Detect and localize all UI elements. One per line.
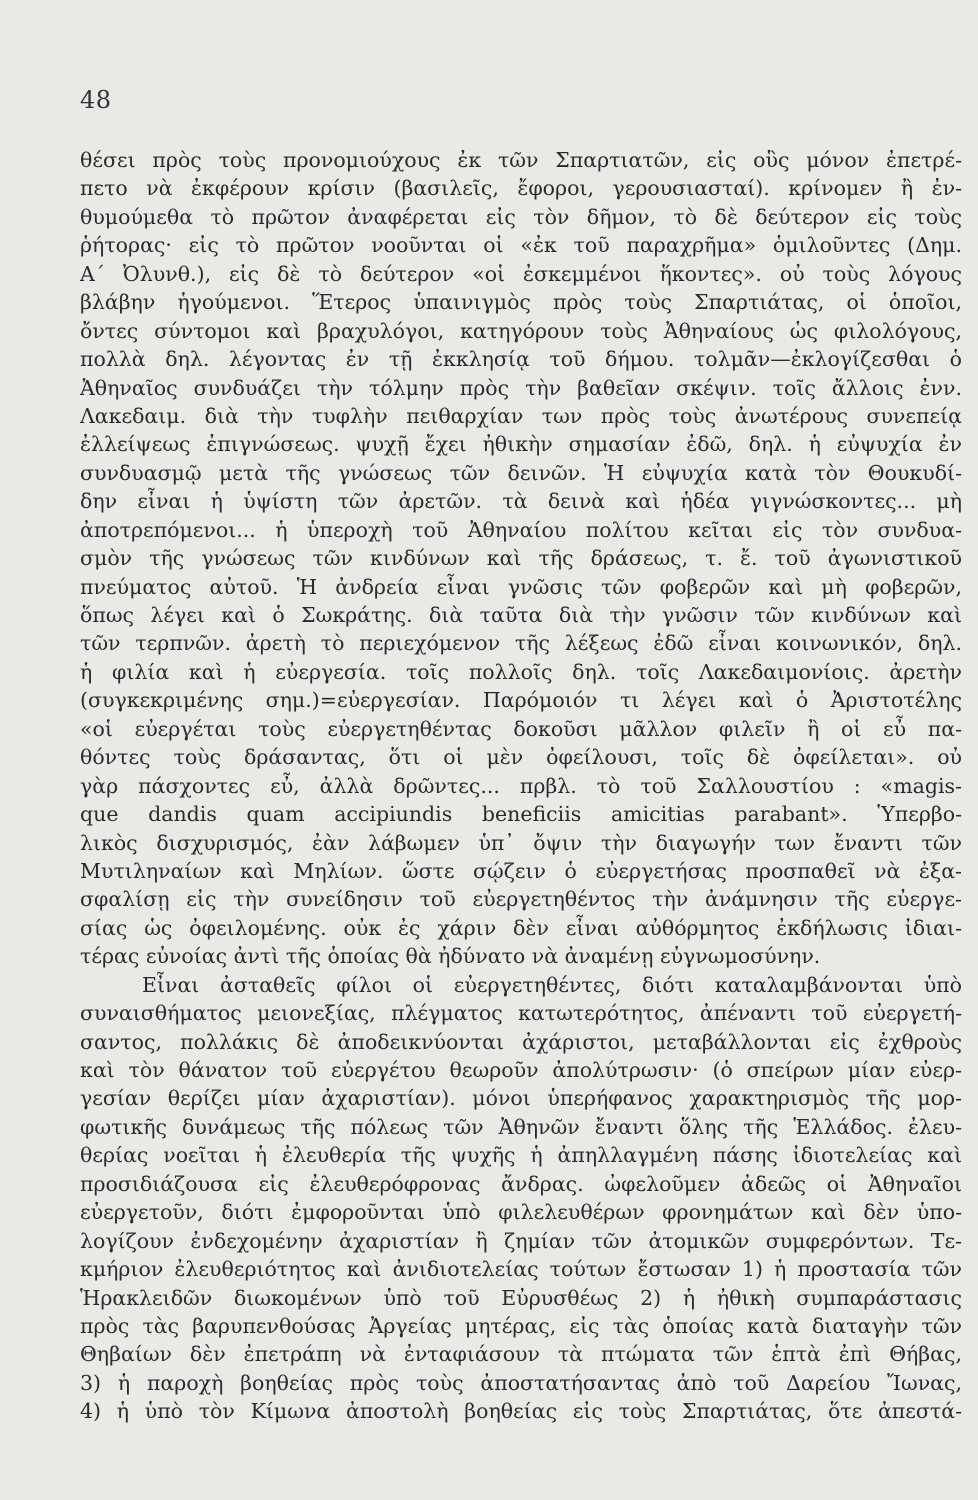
text-line: πετο νὰ ἐκφέρουν κρίσιν (βασιλεῖς, ἔφοροι, γερουσιασταί). κρίνομεν ἢ ἐν- [80,176,962,201]
text-line: Θηβαίων δὲν ἐπετράπη νὰ ἐνταφιάσουν τὰ πτώματα τῶν ἑπτὰ ἐπὶ Θήβας, [80,1342,962,1367]
text-line: εὐεργετοῦν, διότι ἐμφοροῦνται ὑπὸ φιλελευθέρων φρονημάτων καὶ δὲν ὑπο- [80,1200,962,1225]
text-line: ὅπως λέγει καὶ ὁ Σωκράτης. διὰ ταῦτα διὰ τὴν γνῶσιν τῶν κινδύνων καὶ [80,603,962,627]
text-line: σίας ὡς ὀφειλομένης. οὐκ ἐς χάριν δὲν εἶναι αὐθόρμητος ἐκδήλωσις ἰδιαι- [80,915,962,940]
text-line: que dandis quam accipiundis beneficiis amicitias parabant». Ὑπερβο- [80,802,962,827]
text-line: πολλὰ δηλ. λέγοντας ἐν τῇ ἐκκλησίᾳ τοῦ δήμου. τολμᾶν—ἐκλογίζεσθαι ὁ [80,347,962,372]
text-line: σαντος, πολλάκις δὲ ἀποδεικνύονται ἀχάριστοι, μεταβάλλονται εἰς ἐχθροὺς [80,1029,962,1054]
text-line: 3) ἡ παροχὴ βοηθείας πρὸς τοὺς ἀποστατήσαντας ἀπὸ τοῦ Δαρείου Ἴωνας, [80,1370,962,1395]
text-line: γὰρ πάσχοντες εὖ, ἀλλὰ δρῶντες... πρβλ. τὸ τοῦ Σαλλουστίου : «magis- [80,773,962,798]
text-line: τῶν τερπνῶν. ἀρετὴ τὸ περιεχόμενον τῆς λέξεως ἐδῶ εἶναι κοινωνικόν, δηλ. [80,631,962,656]
text-line: προσιδιάζουσα εἰς ἐλευθερόφρονας ἄνδρας. ὠφελοῦμεν ἀδεῶς οἱ Ἀθηναῖοι [80,1171,962,1196]
page-number: 48 [80,86,112,114]
text-line: θυμούμεθα τὸ πρῶτον ἀναφέρεται εἰς τὸν δῆμον, τὸ δὲ δεύτερον εἰς τοὺς [80,204,962,229]
text-line: ἐλλείψεως ἐπιγνώσεως. ψυχῇ ἔχει ἠθικὴν σημασίαν ἐδῶ, δηλ. ἡ εὐψυχία ἐν [80,432,962,457]
commentary-text [80,146,962,1426]
text-line: βλάβην ἡγούμενοι. Ἕτερος ὑπαινιγμὸς πρὸς τοὺς Σπαρτιάτας, οἱ ὁποῖοι, [80,290,962,315]
text-line: Λακεδαιμ. διὰ τὴν τυφλὴν πειθαρχίαν των πρὸς τοὺς ἀνωτέρους συνεπείᾳ [80,403,962,428]
text-line: ῥήτορας· εἰς τὸ πρῶτον νοοῦνται οἱ «ἐκ τοῦ παραχρῆμα» ὁμιλοῦντες (Δημ. [80,233,962,258]
text-line: φωτικῆς δυνάμεως τῆς πόλεως τῶν Ἀθηνῶν ἔναντι ὅλης τῆς Ἑλλάδος. ἐλευ- [80,1114,962,1139]
text-line: λικὸς δισχυρισμός, ἐὰν λάβωμεν ὑπ᾽ ὄψιν τὴν διαγωγήν των ἔναντι τῶν [80,830,962,855]
text-line: συνδυασμῷ μετὰ τῆς γνώσεως τῶν δεινῶν. Ἡ εὐψυχία κατὰ τὸν Θουκυδί- [80,460,962,485]
text-line: κμήριον ἐλευθεριότητος καὶ ἀνιδιοτελείας τούτων ἔστωσαν 1) ἡ προστασία τῶν [80,1257,962,1282]
text-line: δην εἶναι ἡ ὑψίστη τῶν ἀρετῶν. τὰ δεινὰ καὶ ἡδέα γιγνώσκοντες... μὴ [80,489,962,514]
text-line: σφαλίσῃ εἰς τὴν συνείδησιν τοῦ εὐεργετηθέντος τὴν ἀνάμνησιν τῆς εὐεργε- [80,887,962,912]
text-line: θόντες τοὺς δράσαντας, ὅτι οἱ μὲν ὀφείλουσι, τοῖς δὲ ὀφείλεται». οὐ [80,745,962,770]
text-line: ἡ φιλία καὶ ἡ εὐεργεσία. τοῖς πολλοῖς δηλ. τοῖς Λακεδαιμονίοις. ἀρετὴν [80,659,962,684]
text-line: λογίζουν ἐνδεχομένην ἀχαριστίαν ἢ ζημίαν τῶν ἀτομικῶν συμφερόντων. Τε- [80,1228,962,1253]
text-line: «οἱ εὐεργέται τοὺς εὐεργετηθέντας δοκοῦσι μᾶλλον φιλεῖν ἢ οἱ εὖ πα- [80,716,962,741]
text-line: τέρας εὐνοίας ἀντὶ τῆς ὁποίας θὰ ἠδύνατο νὰ ἀναμένῃ εὐγνωμοσύνην. [80,944,821,969]
text-line: πρὸς τὰς βαρυπενθούσας Ἀργείας μητέρας, εἰς τὰς ὁποίας κατὰ διαταγὴν τῶν [80,1313,962,1338]
text-line: συναισθήματος μειονεξίας, πλέγματος κατωτερότητος, ἀπέναντι τοῦ εὐεργετή- [80,1001,962,1026]
text-line: πνεύματος αὐτοῦ. Ἡ ἀνδρεία εἶναι γνῶσις τῶν φοβερῶν καὶ μὴ φοβερῶν, [80,574,962,599]
text-line: 4) ἡ ὑπὸ τὸν Κίμωνα ἀποστολὴ βοηθείας εἰς τοὺς Σπαρτιάτας, ὅτε ἀπεστά- [80,1399,962,1424]
text-line: Ἀθηναῖος συνδυάζει τὴν τόλμην πρὸς τὴν βαθεῖαν σκέψιν. τοῖς ἄλλοις ἐνν. [80,375,962,400]
text-line: ὄντες σύντομοι καὶ βραχυλόγοι, κατηγόρουν τοὺς Ἀθηναίους ὡς φιλολόγους, [80,318,962,343]
text-line: Μυτιληναίων καὶ Μηλίων. ὥστε σῴζειν ὁ εὐεργετήσας προσπαθεῖ νὰ ἐξα- [80,858,962,883]
text-line: θερίας νοεῖται ἡ ἐλευθερία τῆς ψυχῆς ἡ ἀπηλλαγμένη πάσης ἰδιοτελείας καὶ [80,1143,962,1168]
text-line: ἀποτρεπόμενοι... ἡ ὑπεροχὴ τοῦ Ἀθηναίου πολίτου κεῖται εἰς τὸν συνδυα- [80,517,962,542]
text-line: γεσίαν θερίζει μίαν ἀχαριστίαν). μόνοι ὑπερήφανος χαρακτηρισμὸς τῆς μορ- [80,1086,962,1111]
text-line: (συγκεκριμένης σημ.)=εὐεργεσίαν. Παρόμοιόν τι λέγει καὶ ὁ Ἀριστοτέλης [80,688,962,713]
text-line: θέσει πρὸς τοὺς προνομιούχους ἐκ τῶν Σπαρτιατῶν, εἰς οὓς μόνον ἐπετρέ- [80,148,962,172]
text-line: Ἡρακλειδῶν διωκομένων ὑπὸ τοῦ Εὐρυσθέως 2) ἡ ἠθικὴ συμπαράστασις [80,1285,962,1310]
paragraph-start-line: Εἶναι ἀσταθεῖς φίλοι οἱ εὐεργετηθέντες, διότι καταλαμβάνονται ὑπὸ [142,972,962,997]
text-line: καὶ τὸν θάνατον τοῦ εὐεργέτου θεωροῦν ἀπολύτρωσιν· (ὁ σπείρων μίαν εὐερ- [80,1058,962,1082]
text-line: Α΄ Ὀλυνθ.), εἰς δὲ τὸ δεύτερον «οἱ ἐσκεμμένοι ἥκοντες». οὐ τοὺς λόγους [80,261,962,286]
text-line: σμὸν τῆς γνώσεως τῶν κινδύνων καὶ τῆς δράσεως, τ. ἔ. τοῦ ἀγωνιστικοῦ [80,546,962,571]
